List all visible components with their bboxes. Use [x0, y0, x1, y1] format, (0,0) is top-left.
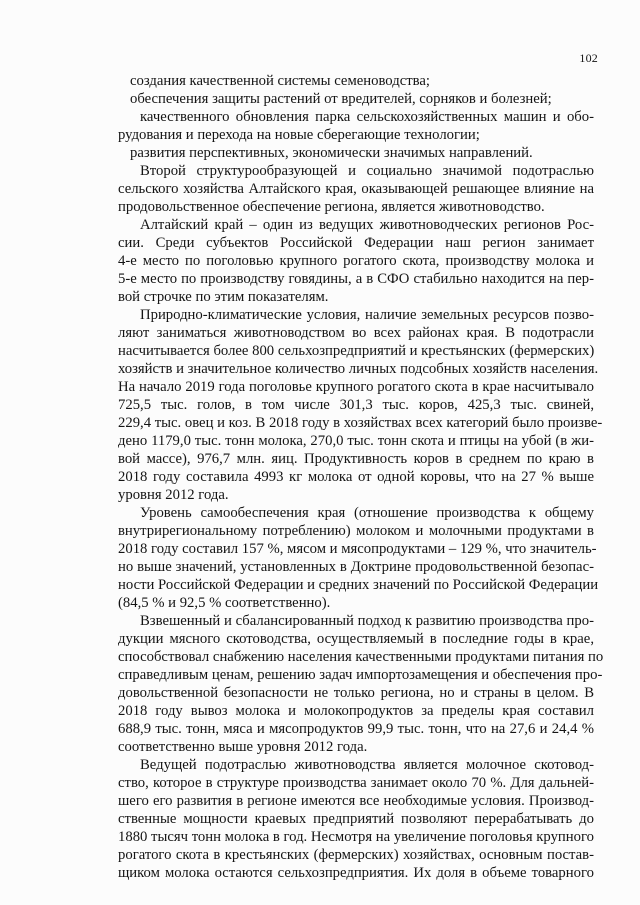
text-line: 5-е место по производству говядины, а в СФО стабильно находится на пер-	[118, 271, 594, 287]
page-number: 102	[579, 51, 598, 65]
text-line: сии. Среди субъектов Российской Федерации наш регион занимает	[118, 235, 594, 251]
text-line: Алтайский край – один из ведущих животноводческих регионов Рос-	[140, 217, 594, 233]
text-line: 2018 году вывоз молока и молокопродуктов за пределы края составил	[118, 703, 594, 719]
text-line: соответственно выше уровня 2012 года.	[118, 739, 368, 755]
text-line: создания качественной системы семеноводства;	[130, 73, 430, 89]
text-line: ство, которое в структуре производства занимает около 70 %. Для дальней-	[118, 775, 594, 791]
text-line: шего его развития в регионе имеются все необходимые условия. Производ-	[118, 793, 594, 809]
text-line: рогатого скота в крестьянских (фермерских) хозяйствах, основным постав-	[118, 847, 594, 863]
text-line: 2018 году составил 157 %, мясом и мясопродуктами – 129 %, что значитель-	[118, 541, 597, 557]
text-line: уровня 2012 года.	[118, 487, 229, 503]
text-line: довольственной безопасности не только региона, но и страны в целом. В	[118, 685, 594, 701]
text-line: На начало 2019 года поголовье крупного рогатого скота в крае насчитывало	[118, 379, 594, 395]
text-line: дено 1179,0 тыс. тонн молока, 270,0 тыс. тонн скота и птицы на убой (в жи-	[118, 433, 594, 449]
text-line: 229,4 тыс. овец и коз. В 2018 году в хозяйствах всех категорий было произве-	[118, 415, 603, 431]
text-line: сельского хозяйства Алтайского края, оказывающей решающее влияние на	[118, 181, 594, 197]
text-line: вой массе), 976,7 млн. яиц. Продуктивность коров в среднем по краю в	[118, 451, 594, 467]
text-line: но выше значений, установленных в Доктрине продовольственной безопас-	[118, 559, 594, 575]
text-line: 2018 году составила 4993 кг молока от одной коровы, что на 27 % выше	[118, 469, 594, 485]
text-line: рудования и перехода на новые сберегающие технологии;	[118, 127, 480, 143]
text-line: развития перспективных, экономически значимых направлений.	[130, 145, 533, 161]
body-text	[118, 72, 604, 882]
text-line: продовольственное обеспечение региона, является животноводство.	[118, 199, 545, 215]
text-line: Ведущей подотраслью животноводства является молочное скотовод-	[140, 757, 594, 773]
text-line: 688,9 тыс. тонн, мяса и мясопродуктов 99,9 тыс. тонн, что на 27,6 и 24,4 %	[118, 721, 594, 737]
text-line: (84,5 % и 92,5 % соответственно).	[118, 595, 331, 611]
text-line: Второй структурообразующей и социально значимой подотраслью	[140, 163, 594, 179]
text-line: справедливым ценам, решению задач импортозамещения и обеспечения про-	[118, 667, 603, 683]
text-line: 4-е место по поголовью крупного рогатого скота, производству молока и	[118, 253, 594, 269]
text-line: Взвешенный и сбалансированный подход к развитию производства про-	[140, 613, 594, 629]
text-line: ственные мощности краевых предприятий позволяют перерабатывать до	[118, 811, 594, 827]
text-line: ности Российской Федерации и средних значений по Российской Федерации	[118, 577, 599, 593]
text-line: дукции мясного скотоводства, осуществляемый в последние годы в крае,	[118, 631, 594, 647]
text-line: обеспечения защиты растений от вредителей, сорняков и болезней;	[130, 91, 552, 107]
text-line: качественного обновления парка сельскохозяйственных машин и обо-	[140, 109, 594, 125]
text-line: 1880 тысяч тонн молока в год. Несмотря на увеличение поголовья крупного	[118, 829, 594, 845]
text-line: хозяйств и значительное количество личных подсобных хозяйств населения.	[118, 361, 599, 377]
text-line: внутрирегиональному потреблению) молоком и молочными продуктами в	[118, 523, 594, 539]
text-line: вой строчке по этим показателям.	[118, 289, 329, 305]
text-line: 725,5 тыс. голов, в том числе 301,3 тыс. коров, 425,3 тыс. свиней,	[118, 397, 594, 413]
text-line: ляют заниматься животноводством во всех районах края. В подотрасли	[118, 325, 594, 341]
text-line: Природно-климатические условия, наличие земельных ресурсов позво-	[140, 307, 594, 323]
text-line: щиком молока остаются сельхозпредприятия. Их доля в объеме товарного	[118, 865, 594, 881]
text-line: насчитывается более 800 сельхозпредприятий и крестьянских (фермерских)	[118, 343, 595, 359]
text-line: способствовал снабжению населения качественными продуктами питания по	[118, 649, 604, 665]
text-line: Уровень самообеспечения края (отношение производства к общему	[140, 505, 594, 521]
